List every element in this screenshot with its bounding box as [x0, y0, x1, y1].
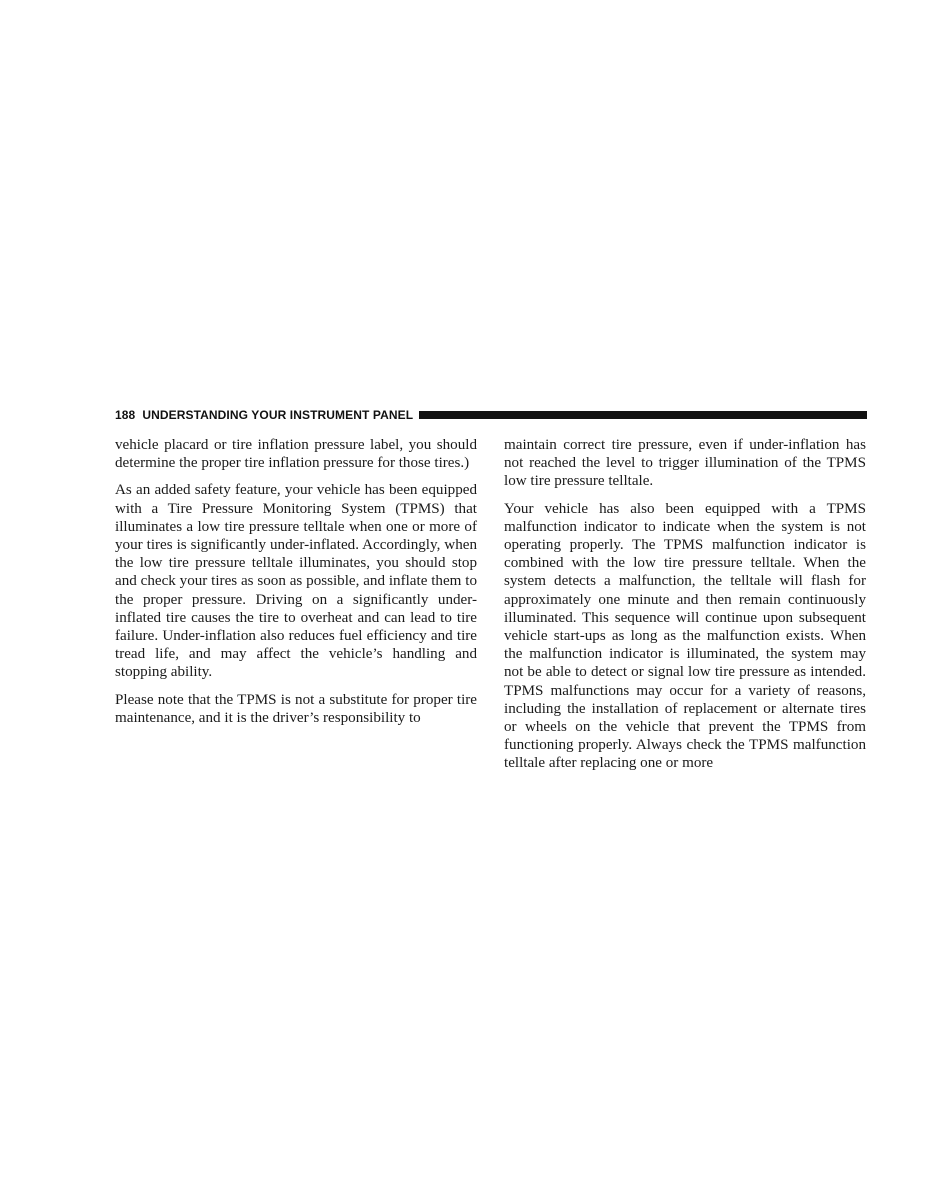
- section-title: UNDERSTANDING YOUR INSTRUMENT PANEL: [142, 408, 414, 422]
- paragraph: maintain correct tire pressure, even if under-inflation has not reached the level to trigger illumination of the TPMS low tire pressure telltale.: [504, 437, 866, 490]
- paragraph: As an added safety feature, your vehicle has been equipped with a Tire Pressure Monitoring System (TPMS) that illuminates a low tire pressure telltale when one or more of your tires is significantly under-inflated. Accordingly, when the low tire pressure telltale illuminates, you should stop and check your tires as soon as possible, and inflate them to the proper pressure. Driving on a significantly under-inflated tire causes the tire to overheat and can lead to tire failure. Under-inflation also reduces fuel efficiency and tire tread life, and may affect the vehicle’s handling and stopping ability.: [115, 482, 477, 681]
- paragraph: Please note that the TPMS is not a substitute for proper tire maintenance, and it is the driver’s responsibility to: [115, 691, 477, 726]
- header-text: [115, 408, 413, 422]
- header-rule: [419, 411, 867, 419]
- page-header: [115, 408, 867, 422]
- right-column: [504, 436, 866, 782]
- paragraph: Your vehicle has also been equipped with a TPMS malfunction indicator to indicate when the system is not operating properly. The TPMS malfunction indicator is combined with the low tire pressure telltale. When the system detects a malfunction, the telltale will flash for approximately one minute and then remain continuously illuminated. This sequence will continue upon subsequent vehicle start-ups as long as the malfunction exists. When the malfunction indicator is illuminated, the system may not be able to detect or signal low tire pressure as intended. TPMS malfunctions may occur for a variety of reasons, including the installation of replacement or alternate tires or wheels on the vehicle that prevent the TPMS from functioning properly. Always check the TPMS malfunction telltale after replacing one or more: [504, 500, 866, 772]
- left-column: [115, 436, 477, 736]
- paragraph: vehicle placard or tire inflation pressure label, you should determine the proper tire inflation pressure for those tires.): [115, 437, 477, 472]
- page-number: 188: [115, 408, 136, 422]
